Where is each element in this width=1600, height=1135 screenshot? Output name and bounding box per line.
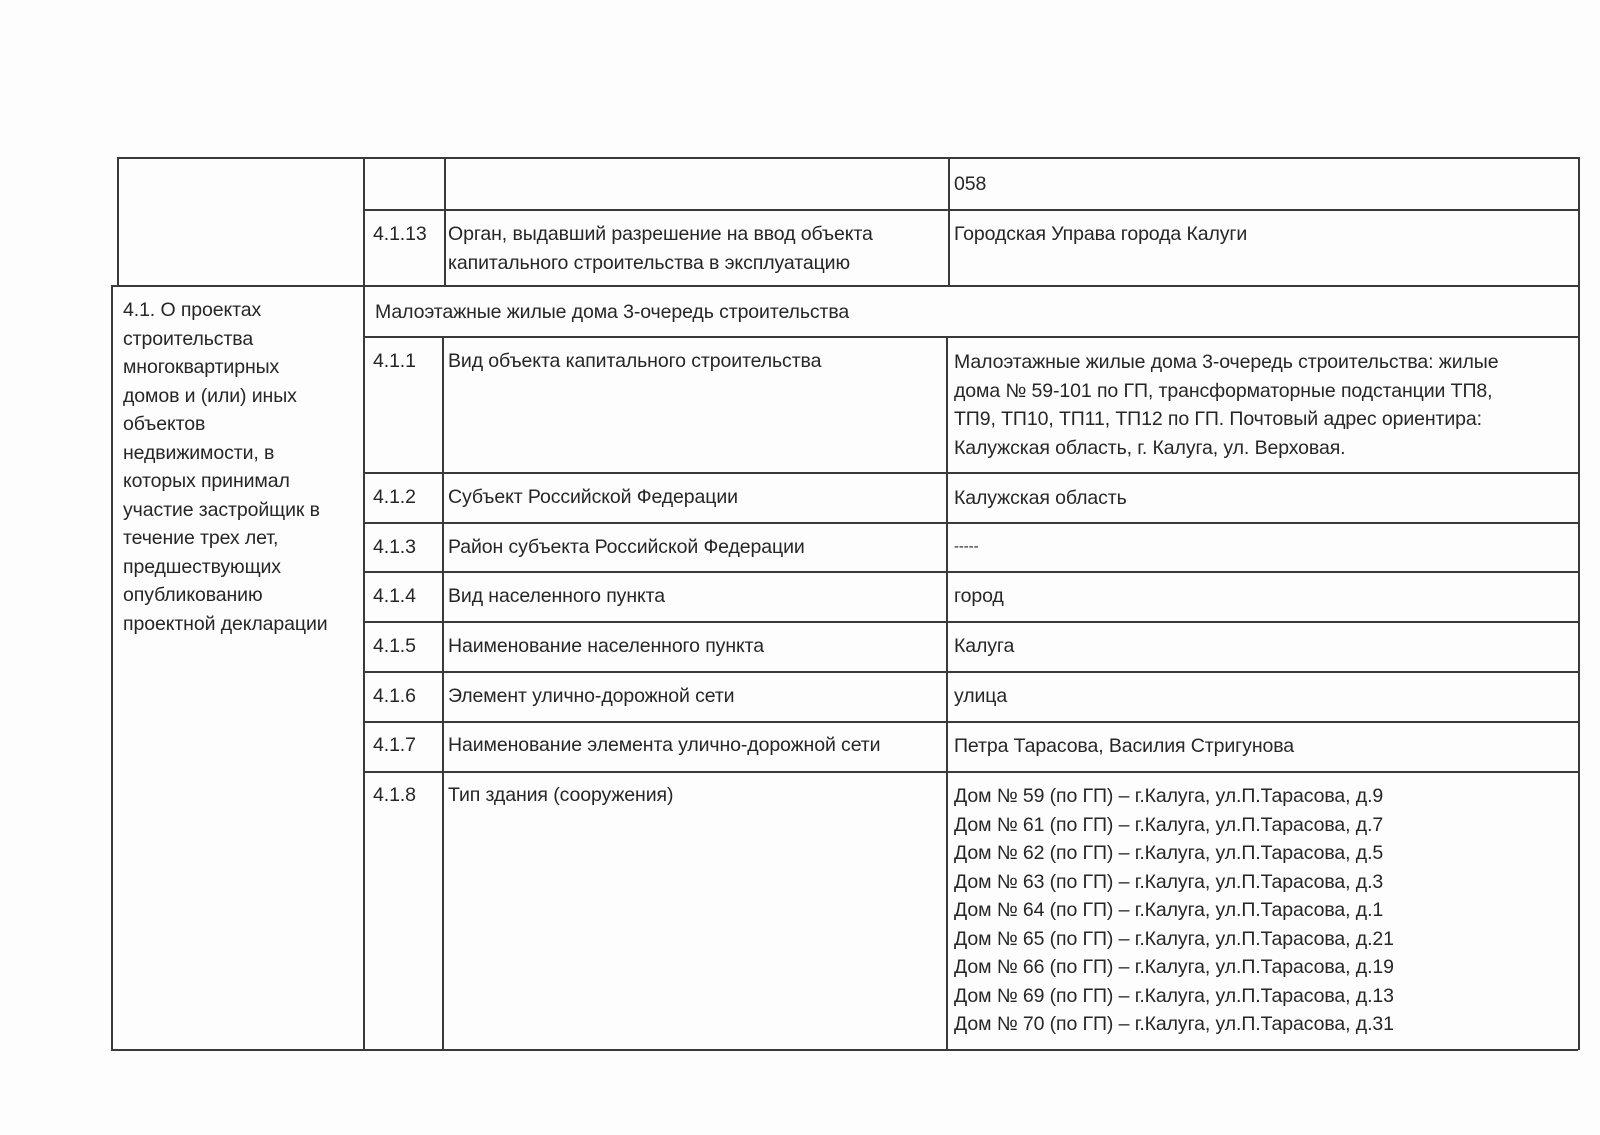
table-border-right [1578,157,1580,1050]
col-divider-value-top [948,157,950,285]
row-code: 4.1.5 [373,635,416,657]
building-address: Дом № 62 (по ГП) – г.Калуга, ул.П.Тарасова, д.5 [954,842,1384,864]
section-title-line: 4.1. О проектах [123,299,262,321]
section-title-line: многоквартирных [123,356,280,378]
row-label: Наименование элемента улично-дорожной сети [448,734,881,756]
section-title-line: недвижимости, в [123,441,275,464]
table-border-left [117,157,119,285]
row-code: 4.1.7 [373,734,416,756]
row-label-line: Орган, выдавший разрешение на ввод объекта [448,223,873,245]
row-value: город [954,585,1004,607]
row-divider-section [111,285,1578,287]
row-divider [363,209,1578,211]
section-title-line: течение трех лет, [123,527,279,549]
table-border-top [117,157,1579,159]
row-value-line: Малоэтажные жилые дома 3-очередь строительства: жилые [954,351,1499,373]
row-label: Район субъекта Российской Федерации [448,536,805,558]
row-label: Элемент улично-дорожной сети [448,685,735,707]
table-border-bottom [111,1049,1578,1051]
row-code: 4.1.6 [373,685,416,707]
col-divider-section [363,157,365,1050]
building-address: Дом № 63 (по ГП) – г.Калуга, ул.П.Тарасова, д.3 [954,870,1384,893]
row-code: 4.1.1 [373,350,416,372]
row-code: 4.1.8 [373,784,416,806]
col-divider-value [946,336,948,1050]
row-label-line: капитального строительства в эксплуатацию [448,251,850,274]
row-value [954,782,1394,1039]
row-label: Наименование населенного пункта [448,635,764,657]
section-title-line: участие застройщик в [123,498,320,521]
row-label: Субъект Российской Федерации [448,486,738,508]
section-title-line: предшествующих [123,555,281,578]
row-divider [363,472,1578,474]
building-address: Дом № 61 (по ГП) – г.Калуга, ул.П.Тарасова, д.7 [954,813,1384,836]
section-title-line: строительства [123,327,254,350]
project-header: Малоэтажные жилые дома 3-очередь строительства [375,301,850,323]
cell-value-continuation: 058 [954,173,987,195]
row-code: 4.1.3 [373,536,416,558]
building-address: Дом № 59 (по ГП) – г.Калуга, ул.П.Тарасова, д.9 [954,785,1384,807]
row-code: 4.1.2 [373,486,416,508]
section-title-line: которых принимал [123,470,290,492]
row-divider [363,721,1578,723]
row-label: Тип здания (сооружения) [448,784,674,806]
row-value: ----- [954,538,979,555]
building-address: Дом № 65 (по ГП) – г.Калуга, ул.П.Тарасова, д.21 [954,927,1394,950]
building-address: Дом № 70 (по ГП) – г.Калуга, ул.П.Тарасова, д.31 [954,1013,1394,1035]
building-address: Дом № 66 (по ГП) – г.Калуга, ул.П.Тарасова, д.19 [954,956,1394,978]
building-address: Дом № 64 (по ГП) – г.Калуга, ул.П.Тарасова, д.1 [954,899,1384,921]
section-title-line: проектной декларации [123,612,328,635]
row-divider [363,522,1578,524]
row-value-line: Калужская область, г. Калуга, ул. Верховая. [954,436,1346,459]
row-divider [363,621,1578,623]
row-value: улица [954,685,1008,707]
row-label: Вид объекта капитального строительства [448,350,822,372]
row-value-line: дома № 59-101 по ГП, трансформаторные подстанции ТП8, [954,379,1493,402]
row-value-line: ТП9, ТП10, ТП11, ТП12 по ГП. Почтовый адрес ориентира: [954,408,1482,430]
table-border-left-lower [111,285,113,1050]
row-divider [363,336,1578,338]
row-value: Городская Управа города Калуги [954,223,1248,245]
row-value [954,348,1498,462]
row-value: Петра Тарасова, Василия Стригунова [954,735,1295,757]
col-divider-code-top [444,157,446,285]
section-title-line: опубликованию [123,584,263,606]
row-divider [363,771,1578,773]
building-address: Дом № 69 (по ГП) – г.Калуга, ул.П.Тарасова, д.13 [954,984,1394,1007]
row-label [448,220,873,277]
section-title-line: домов и (или) иных [123,384,297,407]
row-code: 4.1.13 [373,223,427,245]
col-divider-code [442,336,444,1050]
section-title [123,296,328,638]
row-value: Калужская область [954,487,1127,509]
row-value: Калуга [954,635,1015,657]
row-label: Вид населенного пункта [448,585,665,607]
row-divider [363,571,1578,573]
row-code: 4.1.4 [373,585,416,607]
section-title-line: объектов [123,413,206,435]
row-divider [363,671,1578,673]
